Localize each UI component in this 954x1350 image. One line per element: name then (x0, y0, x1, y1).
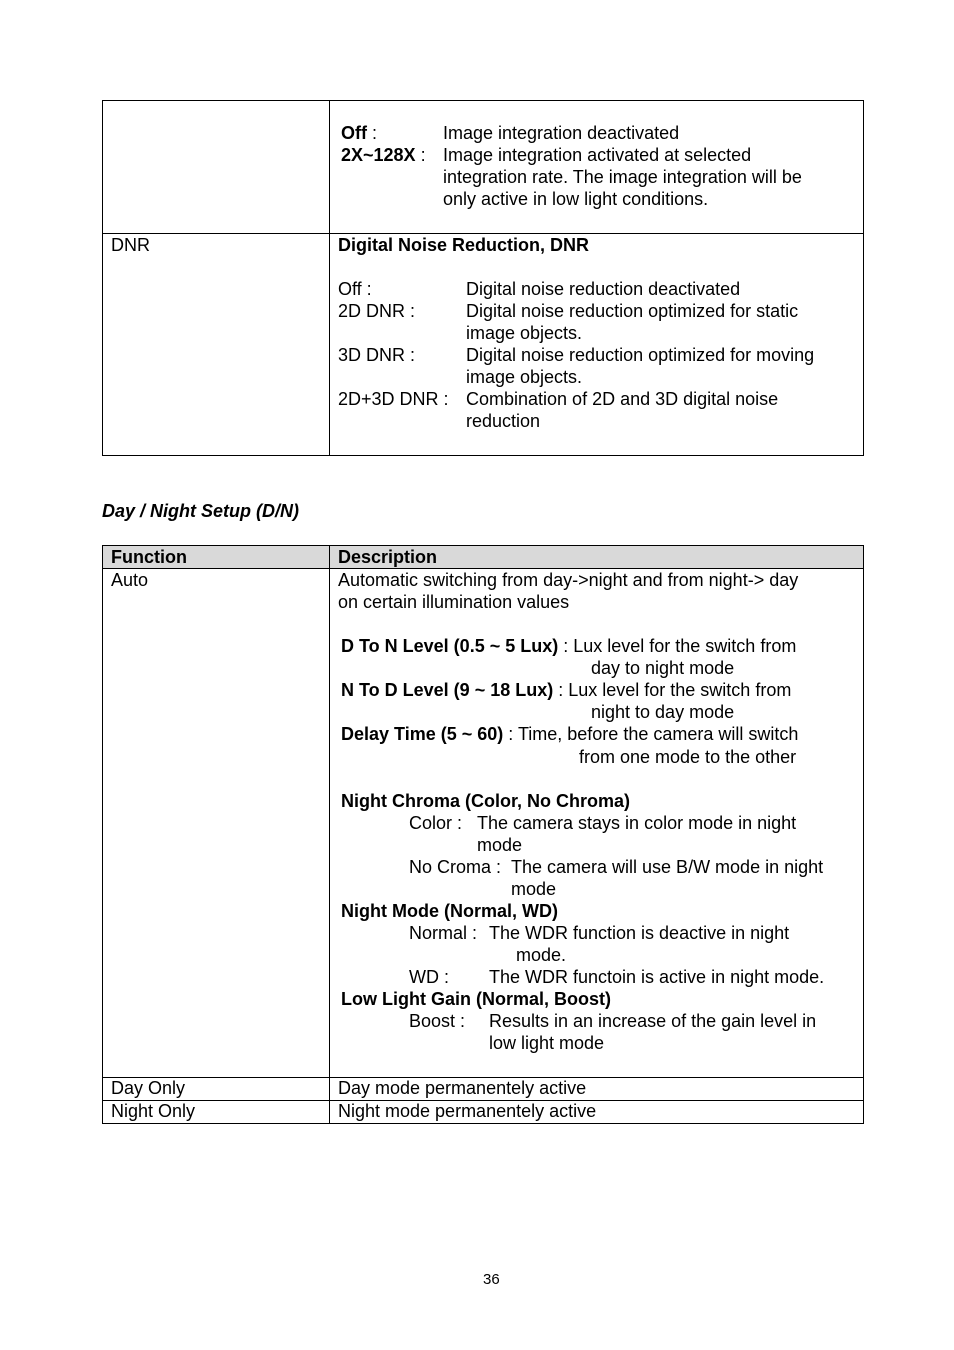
dnr-key-3d: 3D DNR : (338, 345, 416, 365)
dnr-desc-2d-cont: image objects. (466, 323, 583, 343)
option-desc-2x128x: Image integration activated at selected (443, 145, 752, 165)
nightmode-desc-normal-cont: mode. (516, 945, 567, 965)
page-number: 36 (483, 1271, 500, 1288)
auto-ntod-level: N To D Level (9 ~ 18 Lux) : Lux level for the switch from (341, 680, 792, 700)
column-header-function: Function (111, 547, 187, 567)
dnr-desc-3d-cont: image objects. (466, 367, 583, 387)
dnr-key-off: Off : (338, 279, 372, 299)
option-key-off: Off : (341, 123, 378, 143)
nightmode-desc-wd: The WDR functoin is active in night mode. (489, 967, 825, 987)
dnr-desc-off: Digital noise reduction deactivated (466, 279, 741, 299)
chroma-desc-color: The camera stays in color mode in night (477, 813, 797, 833)
option-desc-off: Image integration deactivated (443, 123, 680, 143)
column-header-description: Description (338, 547, 438, 567)
chroma-desc-nocroma: The camera will use B/W mode in night (511, 857, 824, 877)
table-column-divider (329, 100, 330, 455)
chroma-desc-nocroma-cont: mode (511, 879, 557, 899)
dnr-desc-3d: Digital noise reduction optimized for moving (466, 345, 815, 365)
lowlight-desc-boost-cont: low light mode (489, 1033, 605, 1053)
night-mode-title: Night Mode (Normal, WD) (341, 901, 558, 921)
dnr-desc-2d3d: Combination of 2D and 3D digital noise (466, 389, 779, 409)
section-heading: Day / Night Setup (D/N) (102, 501, 299, 521)
nightmode-key-wd: WD : (409, 967, 449, 987)
chroma-desc-color-cont: mode (477, 835, 523, 855)
dnr-title: Digital Noise Reduction, DNR (338, 235, 590, 255)
auto-ntod-level-cont: night to day mode (591, 702, 735, 722)
function-name-day-only: Day Only (111, 1078, 186, 1098)
dnr-desc-2d: Digital noise reduction optimized for static (466, 301, 799, 321)
dnr-key-2d3d: 2D+3D DNR : (338, 389, 449, 409)
option-desc-2x128x-cont: integration rate. The image integration will be (443, 167, 802, 187)
lowlight-desc-boost: Results in an increase of the gain level in (489, 1011, 817, 1031)
auto-dton-level-cont: day to night mode (591, 658, 735, 678)
nightmode-key-normal: Normal : (409, 923, 478, 943)
function-name-night-only: Night Only (111, 1101, 196, 1121)
auto-intro-cont: on certain illumination values (338, 592, 570, 612)
night-chroma-title: Night Chroma (Color, No Chroma) (341, 791, 630, 811)
chroma-key-color: Color : (409, 813, 463, 833)
option-desc-2x128x-cont: only active in low light conditions. (443, 189, 709, 209)
auto-intro: Automatic switching from day->night and from night-> day (338, 570, 799, 590)
lowlight-key-boost: Boost : (409, 1011, 466, 1031)
chroma-key-nocroma: No Croma : (409, 857, 502, 877)
function-name-auto: Auto (111, 570, 149, 590)
table-column-divider (329, 545, 330, 1123)
nightmode-desc-normal: The WDR function is deactive in night (489, 923, 790, 943)
auto-dton-level: D To N Level (0.5 ~ 5 Lux) : Lux level for the switch from (341, 636, 797, 656)
function-name-dnr: DNR (111, 235, 150, 255)
low-light-gain-title: Low Light Gain (Normal, Boost) (341, 989, 611, 1009)
dnr-key-2d: 2D DNR : (338, 301, 416, 321)
description-day-only: Day mode permanentely active (338, 1078, 587, 1098)
auto-delay-time: Delay Time (5 ~ 60) : Time, before the camera will switch (341, 724, 799, 744)
dnr-desc-2d3d-cont: reduction (466, 411, 541, 431)
auto-delay-time-cont: from one mode to the other (579, 747, 797, 767)
option-key-2x128x: 2X~128X : (341, 145, 426, 165)
description-night-only: Night mode permanentely active (338, 1101, 597, 1121)
